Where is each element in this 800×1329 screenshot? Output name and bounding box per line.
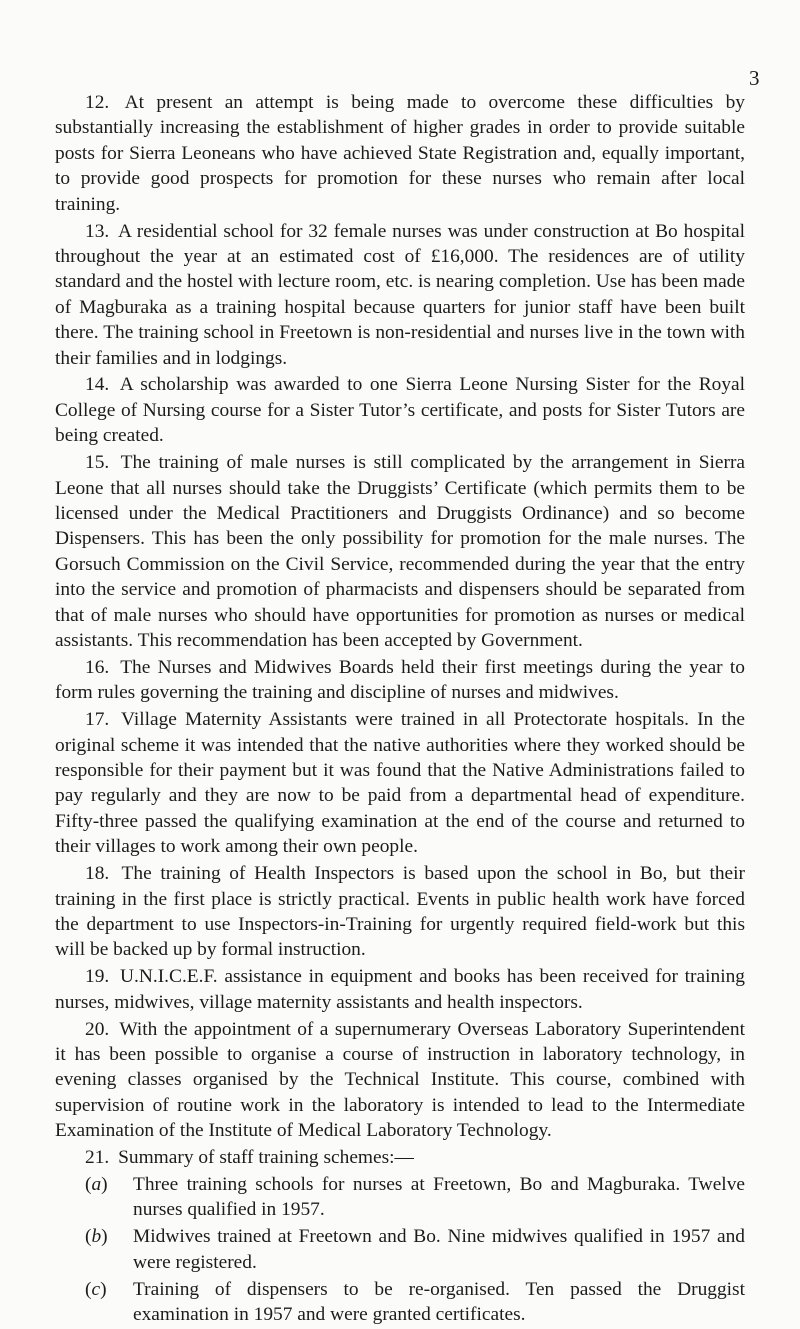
list-marker: (b) bbox=[85, 1226, 108, 1248]
list-item bbox=[55, 1172, 745, 1223]
page-number: 3 bbox=[749, 66, 760, 90]
training-schemes-list bbox=[55, 1172, 745, 1327]
paragraph-number: 13. bbox=[85, 220, 110, 242]
paragraph-16 bbox=[55, 655, 745, 706]
paragraph-text: With the appointment of a supernumerary Overseas Laboratory Superintendent it has been possible to organise a course of instruction in laboratory technology, in evening classes organised by the Technical Institute. This course, combined with supervision of routine work in the laboratory is intended to lead to the Intermediate Examination of the Institute of Medical Laboratory Technology. bbox=[55, 1018, 745, 1142]
paragraph-text: A residential school for 32 female nurses was under construction at Bo hospital throughout the year at an estimated cost of £16,000. The residences are of utility standard and the hostel with lecture room, etc. is nearing completion. Use has been made of Magburaka as a training hospital because quarters for junior staff have been built there. The training school in Freetown is non-residential and nurses live in the town with their families and in lodgings. bbox=[55, 220, 745, 369]
document-body bbox=[55, 90, 745, 1329]
paragraph-number: 20. bbox=[85, 1018, 110, 1040]
paragraph-text: Village Maternity Assistants were trained in all Protectorate hospitals. In the original scheme it was intended that the native authorities where they worked should be responsible for their payment but it was found that the Native Administrations failed to pay regularly and they are now to be paid from a departmental head of expenditure. Fifty-three passed the qualifying examination at the end of the course and returned to their villages to work among their own people. bbox=[55, 709, 746, 858]
list-item bbox=[55, 1277, 745, 1328]
list-item-text: Training of dispensers to be re-organised. Ten passed the Druggist examination in 1957 and were granted certificates. bbox=[133, 1278, 745, 1326]
paragraph-text: A scholarship was awarded to one Sierra Leone Nursing Sister for the Royal College of Nursing course for a Sister Tutor’s certificate, and posts for Sister Tutors are being created. bbox=[55, 374, 746, 447]
paragraph-13 bbox=[55, 219, 745, 371]
paragraph-17 bbox=[55, 707, 745, 859]
paragraph-18 bbox=[55, 861, 745, 963]
list-item-text: Midwives trained at Freetown and Bo. Nine midwives qualified in 1957 and were registered. bbox=[133, 1226, 745, 1273]
paragraph-text: U.N.I.C.E.F. assistance in equipment and books has been received for training nurses, midwives, village maternity assistants and health inspectors. bbox=[55, 966, 745, 1013]
list-marker: (a) bbox=[85, 1174, 108, 1196]
paragraph-text: The Nurses and Midwives Boards held their first meetings during the year to form rules governing the training and discipline of nurses and midwives. bbox=[55, 656, 745, 704]
paragraph-number: 15. bbox=[85, 452, 110, 474]
paragraph-text: The training of male nurses is still complicated by the arrangement in Sierra Leone that all nurses should take the Druggists’ Certificate (which permits them to be licensed under the Medical Practitioners and Druggists Ordinance) and so become Dispensers. This has been the only possibility for promotion for the male nurses. The Gorsuch Commission on the Civil Service, recommended during the year that the entry into the service and promotion of pharmacists and dispensers should be separated from that of male nurses who should have opportunities for promotion as nurses or medical assistants. This recommendation has been accepted by Government. bbox=[55, 452, 746, 652]
paragraph-text: The training of Health Inspectors is based upon the school in Bo, but their training in the first place is strictly practical. Events in public health work have forced the department to use Inspectors-in-Training for urgently required field-work but this will be backed up by formal instruction. bbox=[55, 863, 745, 961]
paragraph-14 bbox=[55, 372, 745, 448]
paragraph-number: 19. bbox=[85, 966, 110, 988]
paragraph-number: 17. bbox=[85, 709, 110, 731]
list-item bbox=[55, 1224, 745, 1275]
paragraph-15 bbox=[55, 450, 745, 653]
paragraph-20 bbox=[55, 1017, 745, 1144]
paragraph-number: 21. bbox=[85, 1147, 110, 1169]
paragraph-text: At present an attempt is being made to overcome these difficulties by substantially increasing the establishment of higher grades in order to provide suitable posts for Sierra Leoneans who have achieved State Registration and, equally important, to provide good prospects for promotion for these nurses who remain after local training. bbox=[55, 92, 745, 215]
paragraph-number: 16. bbox=[85, 656, 110, 678]
list-marker: (c) bbox=[85, 1278, 107, 1300]
paragraph-19 bbox=[55, 964, 745, 1015]
paragraph-12 bbox=[55, 90, 745, 217]
paragraph-number: 14. bbox=[85, 374, 110, 396]
paragraph-21 bbox=[55, 1145, 745, 1170]
paragraph-number: 12. bbox=[85, 92, 110, 113]
paragraph-text: Summary of staff training schemes:— bbox=[118, 1147, 414, 1169]
list-item-text: Three training schools for nurses at Freetown, Bo and Magburaka. Twelve nurses qualified in 1957. bbox=[133, 1174, 745, 1221]
paragraph-number: 18. bbox=[85, 863, 110, 885]
